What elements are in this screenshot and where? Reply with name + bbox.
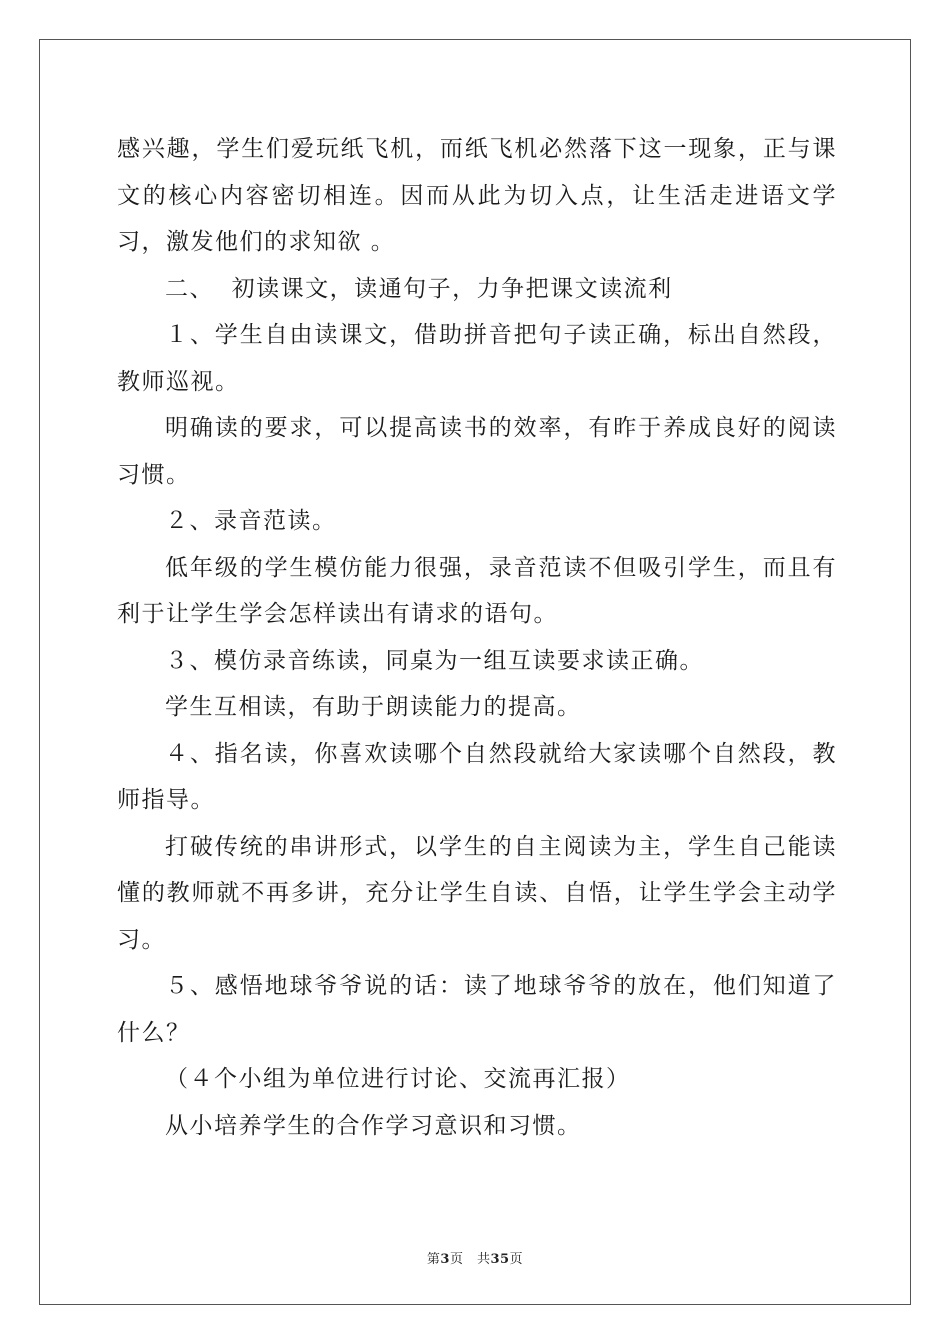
paragraph-10: 打破传统的串讲形式，以学生的自主阅读为主，学生自己能读懂的教师就不再多讲，充分让学生自读、自悟，让学生学会主动学习。 <box>117 833 837 953</box>
paragraph-6: 低年级的学生模仿能力很强，录音范读不但吸引学生，而且有利于让学生学会怎样读出有请求的语句。 <box>117 554 837 627</box>
current-page-number: 3 <box>440 1252 450 1267</box>
paragraph-2-section-heading: 二、 初读课文，读通句子，力争把课文读流利 <box>165 275 673 302</box>
footer-middle: 页 共 <box>449 1252 491 1267</box>
footer-suffix: 页 <box>509 1252 524 1267</box>
paragraph-11-step-5: ５、感悟地球爷爷说的话：读了地球爷爷的放在，他们知道了什么？ <box>117 973 837 1046</box>
paragraph-7-step-3: ３、模仿录音练读，同桌为一组互读要求读正确。 <box>165 647 704 674</box>
paragraph-12: （４个小组为单位进行讨论、交流再汇报） <box>165 1066 631 1092</box>
paragraph-4: 明确读的要求，可以提高读书的效率，有昨于养成良好的阅读习惯。 <box>117 415 837 488</box>
paragraph-1: 感兴趣，学生们爱玩纸飞机，而纸飞机必然落下这一现象，正与课文的核心内容密切相连。因而从此为切入点，让生活走进语文学习，激发他们的求知欲 。 <box>117 136 837 255</box>
paragraph-5-step-2: ２、录音范读。 <box>165 508 337 534</box>
document-body <box>117 126 837 1149</box>
footer-prefix: 第 <box>426 1252 441 1267</box>
paragraph-9-step-4: ４、指名读，你喜欢读哪个自然段就给大家读哪个自然段，教师指导。 <box>117 740 837 813</box>
paragraph-3-step-1: １、学生自由读课文，借助拼音把句子读正确，标出自然段，教师巡视。 <box>117 322 837 395</box>
paragraph-8: 学生互相读，有助于朗读能力的提高。 <box>165 694 582 720</box>
page-number-footer <box>0 1248 950 1267</box>
total-page-count: 35 <box>490 1252 510 1267</box>
paragraph-13: 从小培养学生的合作学习意识和习惯。 <box>165 1112 582 1139</box>
